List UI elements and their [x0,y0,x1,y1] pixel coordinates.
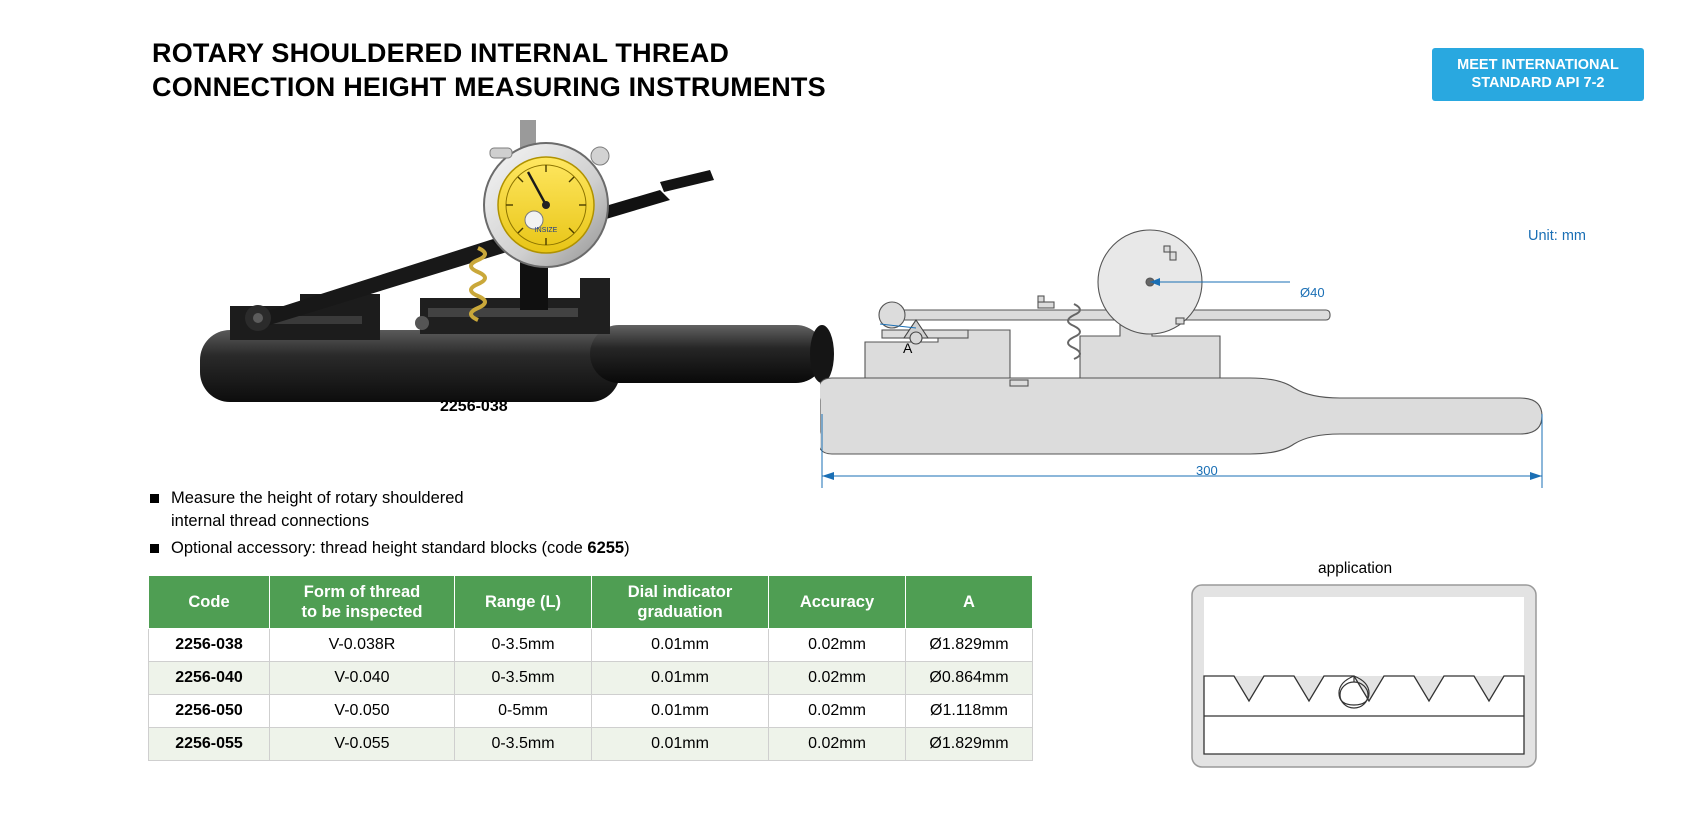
application-svg [1190,583,1538,769]
cell-a: Ø1.118mm [906,695,1033,728]
cell-range: 0-3.5mm [455,728,592,761]
cell-form: V-0.055 [270,728,455,761]
product-photo-svg [190,120,870,430]
cell-accuracy: 0.02mm [769,728,906,761]
list-item [150,487,790,533]
table-header-form: Form of thread to be inspected [270,576,455,629]
page-title-line-1: ROTARY SHOULDERED INTERNAL THREAD [152,38,730,68]
dimension-length-label: 300 [1196,463,1218,478]
cell-form: V-0.040 [270,662,455,695]
svg-text:INSIZE: INSIZE [534,227,558,234]
table-header-accuracy-label: Accuracy [799,593,875,611]
photo-right-rail [660,170,714,192]
page-title-line-2: CONNECTION HEIGHT MEASURING INSTRUMENTS [152,72,826,102]
feature-list [150,487,790,564]
feature-code-2: 6255 [587,539,625,557]
unit-label: Unit: mm [1528,228,1586,244]
cell-graduation: 0.01mm [592,728,769,761]
cell-graduation: 0.01mm [592,695,769,728]
dimension-diameter-label: Ø40 [1300,285,1325,300]
application-caption: application [1318,560,1393,577]
table-row [149,695,1033,728]
cell-code: 2256-040 [149,662,270,695]
bullet-square-icon [150,494,159,503]
feature-text-2b: ) [624,539,630,557]
standard-badge-line-1: MEET INTERNATIONAL [1457,57,1619,73]
cell-a: Ø1.829mm [906,629,1033,662]
table-row [149,728,1033,761]
photo-caption: 2256-038 [440,398,508,415]
table-header-graduation: Dial indicator graduation [592,576,769,629]
feature-text-1b: internal thread connections [171,512,370,530]
table-header-accuracy [769,576,906,629]
cell-range: 0-3.5mm [455,662,592,695]
table-header-a-label: A [963,593,975,611]
table-header-code-label: Code [188,593,230,611]
photo-dial-indicator [484,143,609,267]
table-header-code [149,576,270,629]
cell-code: 2256-055 [149,728,270,761]
cell-range: 0-5mm [455,695,592,728]
cell-form: V-0.050 [270,695,455,728]
feature-text-1a: Measure the height of rotary shouldered [171,489,464,507]
feature-text-2a: Optional accessory: thread height standard blocks (code [171,539,588,557]
point-a-label: A [903,340,913,356]
cell-a: Ø1.829mm [906,728,1033,761]
cell-accuracy: 0.02mm [769,629,906,662]
table-row [149,629,1033,662]
specification-table [148,575,1033,761]
cell-form: V-0.038R [270,629,455,662]
product-photo [190,120,870,430]
cell-graduation: 0.01mm [592,662,769,695]
standard-badge-line-2: STANDARD API 7-2 [1471,75,1605,91]
table-row [149,662,1033,695]
cell-accuracy: 0.02mm [769,695,906,728]
photo-carrier-block [415,278,610,334]
cell-code: 2256-038 [149,629,270,662]
table-header-range [455,576,592,629]
table-header-a [906,576,1033,629]
bullet-square-icon [150,544,159,553]
cell-graduation: 0.01mm [592,629,769,662]
table-header-range-label: Range (L) [484,593,562,611]
list-item [150,537,790,560]
cell-code: 2256-050 [149,695,270,728]
cell-a: Ø0.864mm [906,662,1033,695]
standard-badge [1432,48,1644,101]
table-header-row [149,576,1033,629]
cell-accuracy: 0.02mm [769,662,906,695]
application-illustration [1190,583,1538,769]
cell-range: 0-3.5mm [455,629,592,662]
page-title [152,36,1052,104]
